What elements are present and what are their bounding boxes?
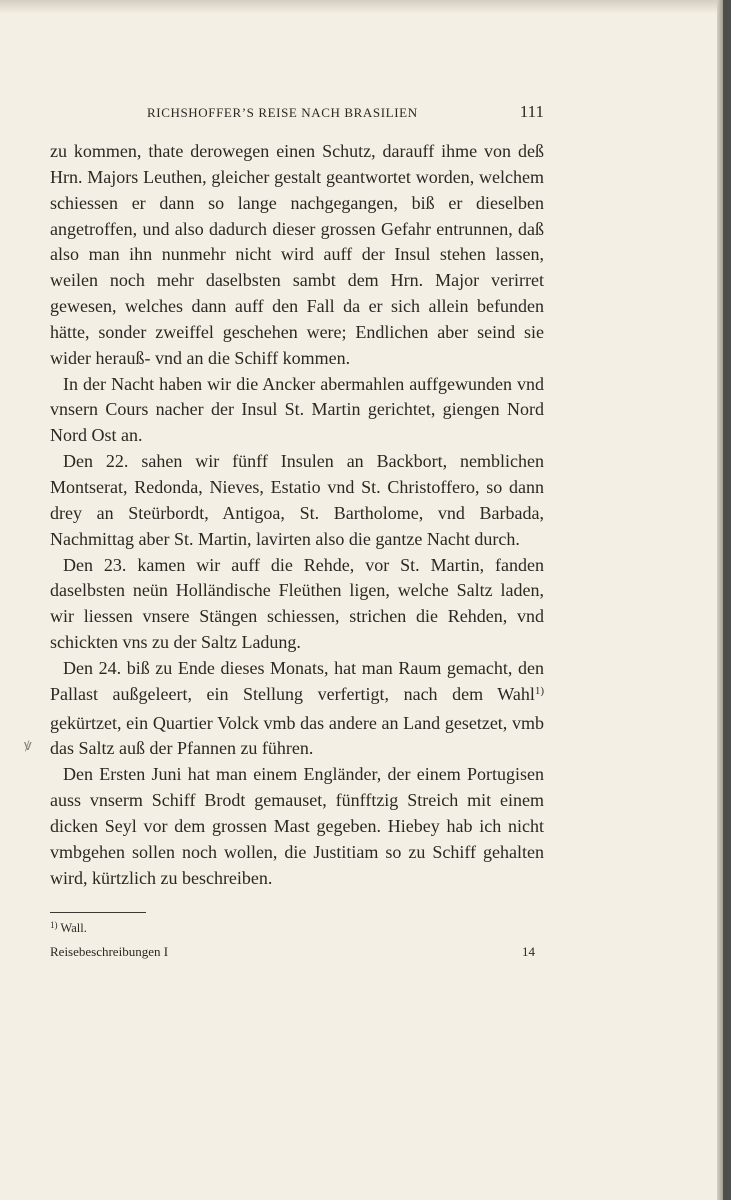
paragraph: Den 23. kamen wir auff die Rehde, vor St. Martin, fanden daselbsten neün Holländische Fleüthen ligen, welche Saltz laden, wir liessen vnsere Stängen schiessen, strichen die Rehden, vnd schickten vns zu der Saltz Ladung.	[50, 554, 544, 653]
sheet-signature: 14	[522, 944, 535, 959]
margin-pencil-mark: ꝟ	[24, 736, 32, 754]
signature-line	[50, 944, 544, 962]
paragraph: Den 22. sahen wir fünff Insulen an Backbort, nemblichen Montserat, Redonda, Nieves, Estatio vnd St. Christoffero, so dann drey an Steürbordt, Antigoa, St. Bartholome, vnd Barbada, Nachmittag aber St. Martin, lavirten also die gantze Nacht durch.	[50, 451, 544, 549]
body-text	[50, 139, 544, 891]
paragraph: zu kommen, thate derowegen einen Schutz, darauff ihme von deß Hrn. Majors Leuthen, gleicher gestalt geantwortet worden, welchem schiessen er dann so lange nachgegangen, biß er dieselben angetroffen, und also dadurch dieser grossen Gefahr entrunnen, daß also man ihn nunmehr nicht wird auff der Insul stehen lassen, weilen noch mehr daselbsten sambt dem Hrn. Major verirret gewesen, welches dann auff den Fall da er sich allein befunden hätte, sonder zweiffel geschehen were; Endlichen aber seind sie wider herauß- vnd an die Schiff kommen.	[50, 141, 544, 368]
footnote	[50, 921, 87, 936]
paragraph: Den Ersten Juni hat man einem Engländer, der einem Portugisen auss vnserm Schiff Brodt gemauset, fünfftzig Streich mit einem dicken Seyl vor dem grossen Mast gegeben. Hiebey hab ich nicht vmbgehen sollen noch wollen, die Justitiam so zu Schiff gehalten wird, kürtzlich zu beschreiben.	[50, 764, 544, 888]
running-title: RICHSHOFFER’S REISE NACH BRASILIEN	[147, 105, 418, 120]
footnote-text: Wall.	[60, 921, 87, 935]
page-top-shadow	[0, 0, 720, 14]
page-header	[147, 102, 544, 126]
series-signature: Reisebeschreibungen I	[50, 944, 169, 959]
footnote-reference: 1)	[534, 684, 544, 697]
page-edge	[717, 0, 723, 1200]
paragraph: In der Nacht haben wir die Ancker abermahlen auffgewunden vnd vnsern Cours nacher der Insul St. Martin gerichtet, giengen Nord Nord Ost an.	[50, 373, 544, 446]
footnote-mark: 1)	[50, 920, 58, 930]
paragraph-text-part: gekürtzet, ein Quartier Volck vmb das andere an Land gesetzet, vmb das Saltz auß der Pfannen zu führen.	[50, 712, 544, 759]
page-number: 111	[519, 102, 544, 121]
paragraph-with-footnote	[50, 656, 544, 762]
footnote-rule	[50, 912, 146, 913]
paragraph-text-part: Den 24. biß zu Ende dieses Monats, hat man Raum gemacht, den Pallast außgeleert, ein Stellung verfertigt, nach dem Wahl	[50, 657, 544, 704]
